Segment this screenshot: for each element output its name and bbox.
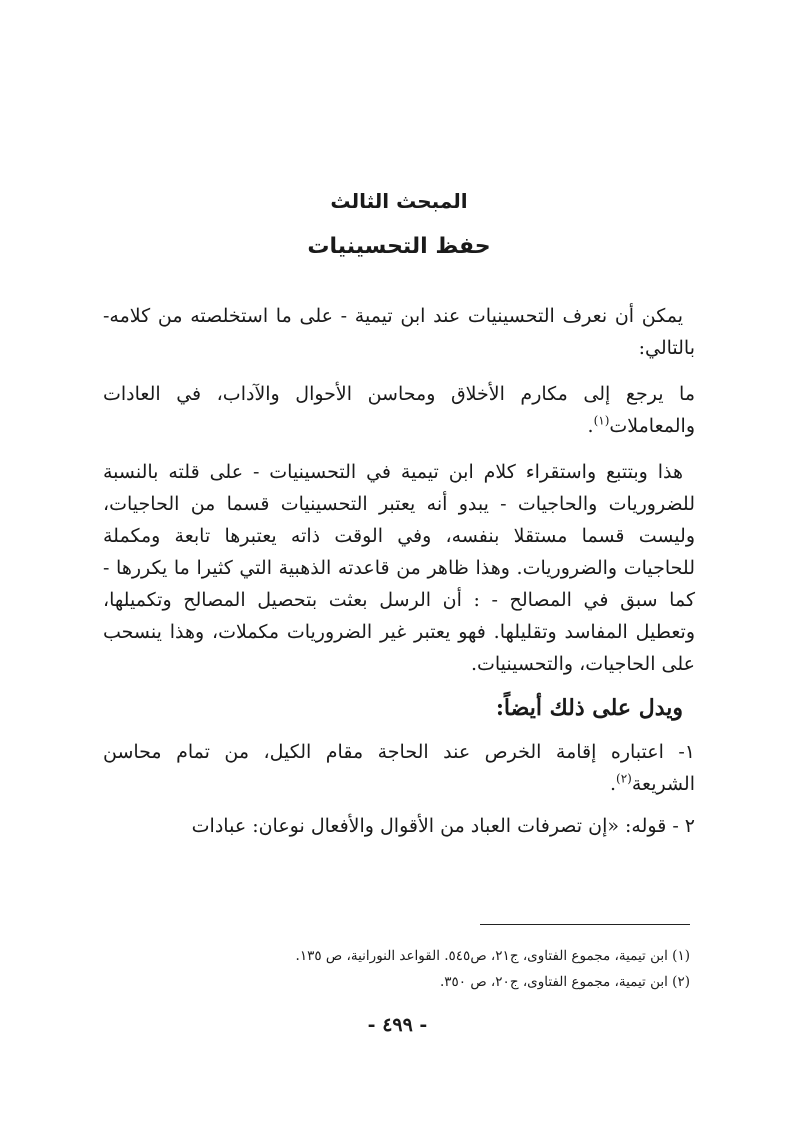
definition-text: ما يرجع إلى مكارم الأخلاق ومحاسن الأحوال والآداب، في العادات والمعاملات <box>103 383 695 437</box>
footnote-ref-2: (٢) <box>616 771 632 786</box>
evidence-item-1-text: ١- اعتباره إقامة الخرص عند الحاجة مقام الكيل، من تمام محاسن الشريعة <box>103 741 695 795</box>
definition-end: . <box>587 415 594 437</box>
section-subtitle: حفظ التحسينيات <box>307 234 491 259</box>
section-title: المبحث الثالث <box>330 189 468 213</box>
footnote-divider <box>480 924 690 925</box>
analysis-paragraph: هذا وبتتبع واستقراء كلام ابن تيمية في التحسينيات - على قلته بالنسبة للضروريات والحاجيات - يبدو أنه يعتبر التحسينيات قسما من الحاجيات، وليست قسما مستقلا بنفسه، وفي الوقت ذاته يعتبرها تابعة ومكملة للحاجيات والضروريات. وهذا ظاهر من قاعدته الذهبية التي كثيرا ما يكررها - كما سبق في المصالح - : أن الرسل بعثت بتحصيل المصالح وتكميلها، وتعطيل المفاسد وتقليلها. فهو يعتبر غير الضروريات مكملات، وهذا ينسحب على الحاجيات، والتحسينيات. <box>103 461 695 675</box>
main-text <box>103 184 695 842</box>
evidence-heading: ويدل على ذلك أيضاً: <box>495 695 683 721</box>
evidence-item-2-text: ٢ - قوله: «إن تصرفات العباد من الأقوال والأفعال نوعان: عبادات <box>191 815 695 837</box>
definition-paragraph <box>103 378 695 442</box>
intro-paragraph: يمكن أن نعرف التحسينيات عند ابن تيمية - على ما استخلصته من كلامه- بالتالي: <box>103 305 695 359</box>
evidence-item-1-end: . <box>609 773 617 795</box>
page-number: - ٤٩٩ - <box>367 1014 428 1036</box>
footnote-2: (٢) ابن تيمية، مجموع الفتاوى، ج٢٠، ص ٣٥٠. <box>439 974 690 990</box>
evidence-item-1 <box>103 736 695 800</box>
footnotes <box>100 943 690 995</box>
footnote-ref-1: (١) <box>593 413 610 428</box>
evidence-item-2 <box>103 810 695 842</box>
footnote-1: (١) ابن تيمية، مجموع الفتاوى، ج٢١، ص٥٤٥. القواعد النورانية، ص ١٣٥. <box>295 948 690 964</box>
